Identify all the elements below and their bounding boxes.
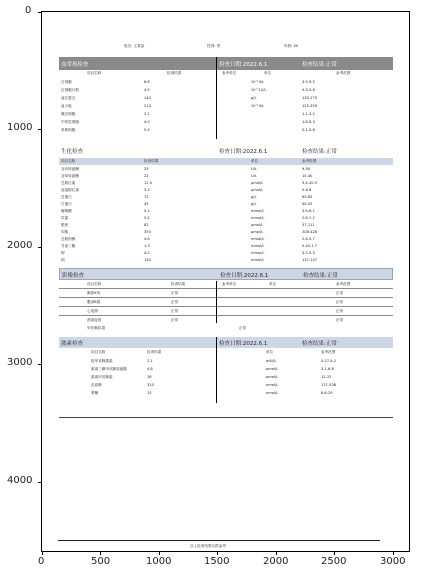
- col-header: 检查结果: [144, 159, 159, 163]
- cell: 0.27-4.2: [321, 359, 337, 363]
- cell: 红细胞计数: [61, 88, 79, 92]
- figure-frame: [41, 11, 410, 552]
- cell: 12.5: [144, 181, 153, 185]
- col-header: 项目名称: [87, 282, 102, 286]
- col-header: 参考范围: [302, 159, 317, 163]
- cell: 总蛋白: [61, 195, 72, 199]
- col-header: 参考单位: [222, 71, 237, 75]
- table-row: [59, 194, 393, 201]
- section-title: 生化检查: [61, 149, 84, 155]
- col-header: 参考范围: [336, 282, 351, 286]
- cell: g/L: [251, 96, 257, 100]
- cell: μmol/L: [251, 230, 264, 234]
- table-header-row: [59, 70, 393, 77]
- cell: nmol/L: [266, 383, 279, 387]
- table-row: [59, 201, 393, 208]
- cell: 130-175: [302, 96, 318, 100]
- cell: 82: [144, 223, 149, 227]
- cell: 睾酮: [91, 391, 99, 395]
- cell: 3.5-5.3: [302, 251, 315, 255]
- col-header: 单位: [269, 282, 277, 286]
- cell: 游离三碘甲状腺原氨酸: [91, 367, 127, 371]
- table-row: [59, 374, 393, 381]
- section-date: 检查日期:2022.6.1: [220, 273, 269, 279]
- cell: 血红蛋白: [61, 96, 76, 100]
- row-rule: [59, 297, 393, 298]
- col-header: 检查结果: [171, 282, 186, 286]
- x-tick-label: 3000: [380, 556, 406, 567]
- section-title: 影像检查: [62, 273, 85, 279]
- table-row: [59, 215, 393, 222]
- cell: 血小板: [61, 104, 72, 108]
- cell: 胸部X线: [87, 291, 101, 295]
- table-row: [59, 95, 393, 102]
- cell: 3.2: [144, 188, 150, 192]
- cell: 4.2: [144, 251, 150, 255]
- cell: 2.8-5.7: [302, 237, 315, 241]
- section-date: 检查日期:2022.6.1: [219, 341, 268, 347]
- cell: 谷丙转氨酶: [61, 167, 79, 171]
- cell: 10^12/L: [251, 88, 267, 92]
- cell: 210: [144, 104, 151, 108]
- table-row: [59, 103, 393, 110]
- cell: 171-536: [321, 383, 337, 387]
- cell: 促甲状腺激素: [91, 359, 113, 363]
- x-tick-mark: [217, 551, 218, 555]
- cell: 总胆固醇: [61, 237, 76, 241]
- cell: 5.1: [144, 209, 150, 213]
- cell: 4.8: [147, 367, 153, 371]
- table-row: [59, 325, 393, 332]
- cell: mmol/L: [251, 244, 265, 248]
- cell: 0-6.8: [302, 188, 312, 192]
- cell: 正常: [336, 318, 344, 322]
- table-row: [59, 229, 393, 236]
- cell: 正常: [171, 291, 179, 295]
- cell: 正常: [171, 300, 179, 304]
- table-header-row: [59, 158, 393, 165]
- section-imaging: [59, 281, 393, 333]
- cell: pmol/L: [266, 367, 279, 371]
- row-rule: [59, 306, 393, 307]
- cell: mmol/L: [251, 216, 265, 220]
- cell: 140: [144, 258, 151, 262]
- section-date: 检查日期:2022.6.1: [219, 149, 268, 155]
- x-tick-label: 1000: [146, 556, 172, 567]
- cell: μmol/L: [251, 181, 264, 185]
- col-header: 单位: [251, 159, 259, 163]
- x-tick-label: 500: [91, 556, 111, 567]
- table-header-row: [59, 349, 393, 356]
- cell: 心电图: [87, 309, 98, 313]
- cell: 15: [147, 391, 152, 395]
- y-tick-mark: [38, 364, 42, 365]
- y-tick-mark: [38, 482, 42, 483]
- section-header-blood: [59, 57, 393, 70]
- cell: 甲状腺彩超: [87, 326, 105, 330]
- x-tick-mark: [159, 551, 160, 555]
- cell: 肌酐: [61, 223, 69, 227]
- cell: 正常: [171, 309, 179, 313]
- col-header: 检查结果: [147, 350, 162, 354]
- cell: 350: [144, 230, 151, 234]
- cell: 尿酸: [61, 230, 69, 234]
- cell: 直接胆红素: [61, 188, 79, 192]
- cell: mmol/L: [251, 251, 265, 255]
- cell: 正常: [336, 291, 344, 295]
- cell: 125-350: [302, 104, 318, 108]
- cell: 0.4: [144, 128, 150, 132]
- cell: 12-22: [321, 375, 332, 379]
- cell: 40-55: [302, 202, 313, 206]
- cell: 5.2: [144, 216, 150, 220]
- cell: mmol/L: [251, 237, 265, 241]
- cell: 0.45-1.7: [302, 244, 318, 248]
- cell: 3.5-9.5: [302, 80, 315, 84]
- cell: 钠: [61, 258, 65, 262]
- cell: 2.1: [147, 359, 153, 363]
- cell: 4.3-5.8: [302, 88, 315, 92]
- section-header-biochem: [59, 146, 393, 156]
- x-tick-mark: [100, 551, 101, 555]
- table-row: [59, 299, 393, 306]
- x-tick-label: 1500: [204, 556, 230, 567]
- y-tick-label: 4000: [7, 475, 33, 486]
- table-header-row: [59, 281, 393, 288]
- col-header: 参考单位: [222, 282, 237, 286]
- cell: 1.8-6.3: [302, 120, 315, 124]
- cell: 9-50: [302, 167, 311, 171]
- row-rule: [59, 288, 393, 289]
- x-tick-mark: [393, 551, 394, 555]
- cell: mmol/L: [251, 258, 265, 262]
- y-tick-label: 2000: [7, 240, 33, 251]
- table-row: [59, 390, 393, 397]
- cell: 游离甲状腺素: [91, 375, 113, 379]
- cell: 65-85: [302, 195, 313, 199]
- table-row: [59, 317, 393, 324]
- section-title: 激素检查: [61, 341, 84, 347]
- cell: 0.1-0.6: [302, 128, 315, 132]
- table-row: [59, 290, 393, 297]
- cell: 尿素: [61, 216, 69, 220]
- y-tick-label: 3000: [7, 357, 33, 368]
- col-header: 单位: [264, 71, 272, 75]
- col-header: 项目名称: [61, 159, 76, 163]
- cell: μmol/L: [251, 188, 264, 192]
- table-row: [59, 366, 393, 373]
- cell: 10^9/L: [251, 104, 265, 108]
- column-divider: [216, 57, 217, 139]
- cell: g/L: [251, 202, 257, 206]
- cell: 137-147: [302, 258, 318, 262]
- table-row: [59, 358, 393, 365]
- col-header: 参考范围: [321, 350, 336, 354]
- cell: 白细胞: [61, 80, 72, 84]
- cell: 3.1-6.8: [321, 367, 334, 371]
- section-blood: [59, 70, 393, 140]
- footer-note: 以上检查结果仅供参考: [190, 544, 226, 548]
- col-header: 项目名称: [91, 350, 106, 354]
- cell: U/L: [251, 167, 257, 171]
- x-tick-mark: [334, 551, 335, 555]
- section-result: 检查结果:正常: [302, 62, 337, 68]
- table-row: [59, 87, 393, 94]
- cell: 57-111: [302, 223, 315, 227]
- cell: 2.1: [144, 112, 150, 116]
- col-header: 项目名称: [87, 71, 102, 75]
- y-tick-label: 1000: [7, 122, 33, 133]
- cell: 4.5: [144, 88, 150, 92]
- table-row: [59, 257, 393, 264]
- y-tick-label: 0: [25, 5, 32, 16]
- section-title: 血常规检查: [61, 62, 89, 68]
- cell: 1.3: [144, 244, 150, 248]
- patient-sex: 性别: 男: [207, 44, 221, 48]
- patient-name: 姓名: 王某某: [124, 44, 145, 48]
- cell: 4.6: [144, 237, 150, 241]
- table-row: [59, 222, 393, 229]
- cell: pmol/L: [266, 375, 279, 379]
- cell: 甘油三酯: [61, 244, 76, 248]
- section-header-imaging: [59, 268, 393, 280]
- cell: 正常: [336, 309, 344, 313]
- section-biochem: [59, 158, 393, 270]
- cell: 钾: [61, 251, 65, 255]
- y-tick-mark: [38, 247, 42, 248]
- column-divider: [216, 337, 217, 403]
- cell: 140: [144, 96, 151, 100]
- footer-rule: [58, 540, 380, 541]
- cell: 腹部B超: [87, 300, 101, 304]
- section-result: 检查结果:正常: [302, 341, 337, 347]
- row-rule: [59, 315, 393, 316]
- table-row: [59, 79, 393, 86]
- cell: 6.8: [144, 80, 150, 84]
- cell: 320: [147, 383, 154, 387]
- cell: 22: [144, 174, 149, 178]
- cell: U/L: [251, 174, 257, 178]
- cell: 1.1-3.2: [302, 112, 315, 116]
- table-row: [59, 208, 393, 215]
- cell: mmol/L: [251, 209, 265, 213]
- table-row: [59, 243, 393, 250]
- section-result: 检查结果:正常: [302, 149, 337, 155]
- column-divider: [216, 281, 217, 323]
- table-row: [59, 119, 393, 126]
- col-header: 检查结果: [167, 71, 182, 75]
- section-bottom-rule: [59, 417, 393, 418]
- cell: 10^9/L: [251, 80, 265, 84]
- x-tick-label: 2000: [263, 556, 289, 567]
- section-result: 检查结果:正常: [303, 273, 338, 279]
- cell: μmol/L: [251, 223, 264, 227]
- cell: 3.4-20.5: [302, 181, 318, 185]
- cell: 单核细胞: [61, 128, 76, 132]
- cell: 8.6-29: [321, 391, 333, 395]
- y-tick-mark: [38, 12, 42, 13]
- cell: 正常: [239, 326, 247, 330]
- col-header: 参考范围: [336, 71, 351, 75]
- x-tick-mark: [42, 551, 43, 555]
- x-tick-mark: [276, 551, 277, 555]
- cell: 72: [144, 195, 149, 199]
- table-row: [59, 250, 393, 257]
- cell: 白蛋白: [61, 202, 72, 206]
- cell: 2.8-7.2: [302, 216, 315, 220]
- cell: 颈部血管: [87, 318, 102, 322]
- cell: 16: [147, 375, 152, 379]
- table-row: [59, 127, 393, 134]
- cell: 葡萄糖: [61, 209, 72, 213]
- cell: 正常: [171, 318, 179, 322]
- table-row: [59, 166, 393, 173]
- cell: 25: [144, 167, 149, 171]
- table-row: [59, 308, 393, 315]
- table-row: [59, 180, 393, 187]
- col-header: 单位: [266, 350, 274, 354]
- cell: 总胆红素: [61, 181, 76, 185]
- cell: 45: [144, 202, 149, 206]
- y-tick-mark: [38, 129, 42, 130]
- cell: 15-40: [302, 174, 313, 178]
- section-header-hormone: [59, 337, 393, 348]
- cell: 208-428: [302, 230, 318, 234]
- patient-age: 年龄: 40: [284, 44, 299, 48]
- table-row: [59, 236, 393, 243]
- cell: 中性粒细胞: [61, 120, 79, 124]
- table-row: [59, 111, 393, 118]
- cell: nmol/L: [266, 391, 279, 395]
- cell: 正常: [336, 300, 344, 304]
- x-tick-label: 0: [38, 556, 45, 567]
- cell: g/L: [251, 195, 257, 199]
- cell: 淋巴细胞: [61, 112, 76, 116]
- cell: 谷草转氨酶: [61, 174, 79, 178]
- table-row: [59, 382, 393, 389]
- table-row: [59, 187, 393, 194]
- section-hormone: [59, 349, 393, 409]
- section-date: 检查日期:2022.6.1: [219, 62, 268, 68]
- cell: 4.0: [144, 120, 150, 124]
- table-row: [59, 173, 393, 180]
- x-tick-label: 2500: [321, 556, 347, 567]
- cell: 3.9-6.1: [302, 209, 315, 213]
- cell: 皮质醇: [91, 383, 102, 387]
- cell: mIU/L: [266, 359, 277, 363]
